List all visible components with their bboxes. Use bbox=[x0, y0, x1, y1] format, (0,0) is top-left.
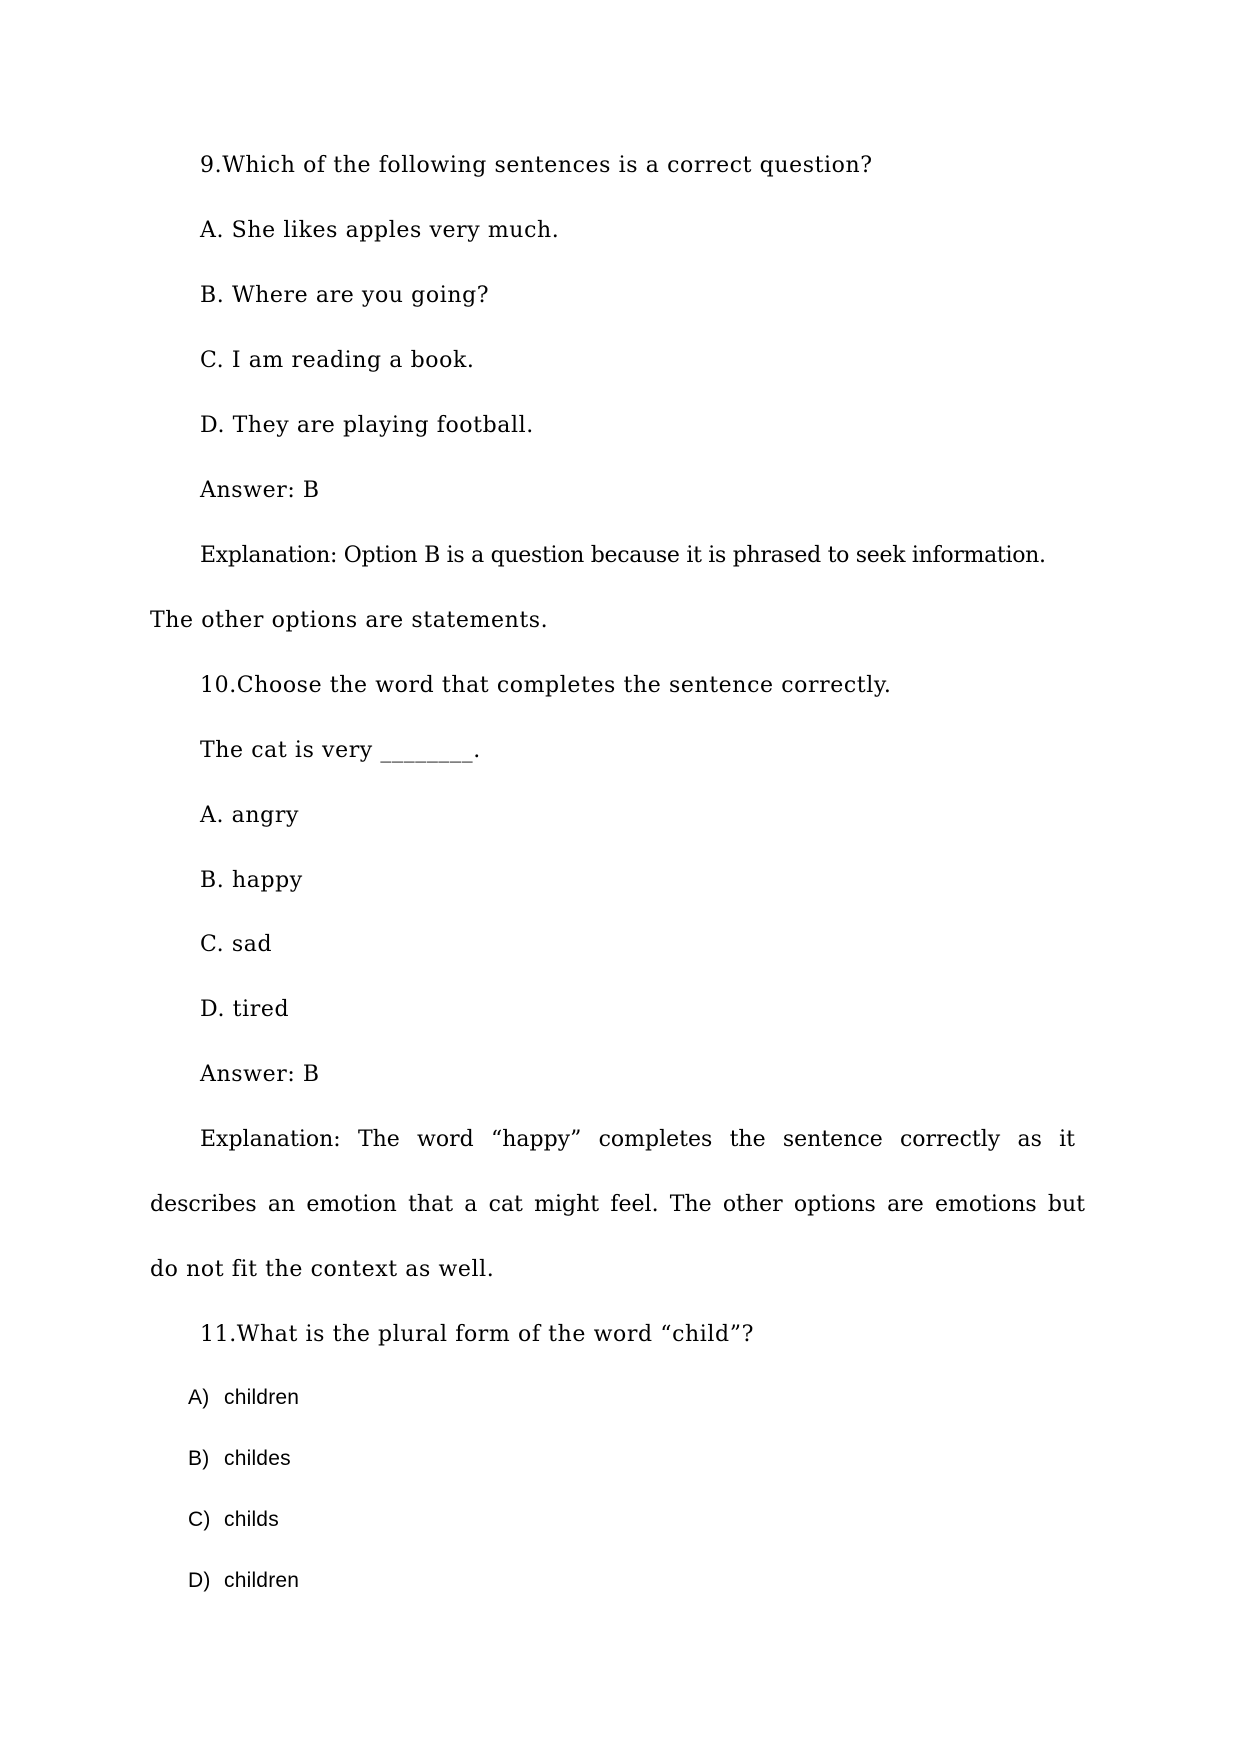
q11-option-d-label: D) bbox=[188, 1569, 211, 1592]
q11-option-a bbox=[188, 1383, 299, 1413]
q10-explanation-line-1: Explanation: The word “happy” completes the sentence correctly as it bbox=[200, 1127, 1075, 1152]
q9-option-d: D. They are playing football. bbox=[200, 413, 534, 438]
q10-option-c: C. sad bbox=[200, 932, 273, 957]
q11-option-a-text: children bbox=[224, 1386, 300, 1409]
q11-option-b-text: childes bbox=[224, 1447, 291, 1470]
q9-option-c: C. I am reading a book. bbox=[200, 348, 475, 373]
q11-option-d bbox=[188, 1566, 299, 1596]
q11-option-b bbox=[188, 1444, 291, 1474]
q11-option-b-label: B) bbox=[188, 1447, 210, 1470]
q10-answer: Answer: B bbox=[200, 1062, 320, 1087]
q10-question: 10.Choose the word that completes the sentence correctly. bbox=[200, 673, 892, 698]
q10-sentence: The cat is very ________. bbox=[200, 738, 481, 763]
q11-question: 11.What is the plural form of the word “child”? bbox=[200, 1322, 754, 1347]
q9-explanation-line-2: The other options are statements. bbox=[150, 608, 549, 633]
q11-option-c-label: C) bbox=[188, 1508, 211, 1531]
q10-explanation-line-2: describes an emotion that a cat might feel. The other options are emotions but bbox=[150, 1192, 1085, 1217]
q9-question: 9.Which of the following sentences is a correct question? bbox=[200, 153, 873, 178]
q11-option-c-text: childs bbox=[224, 1508, 279, 1531]
q10-option-d: D. tired bbox=[200, 997, 290, 1022]
q11-option-d-text: children bbox=[224, 1569, 300, 1592]
q11-option-a-label: A) bbox=[188, 1386, 210, 1409]
q9-explanation-line-1: Explanation: Option B is a question because it is phrased to seek information. bbox=[200, 543, 1046, 568]
q9-answer: Answer: B bbox=[200, 478, 320, 503]
q11-option-c bbox=[188, 1505, 279, 1535]
q10-option-a: A. angry bbox=[200, 803, 299, 828]
q10-explanation-line-3: do not fit the context as well. bbox=[150, 1257, 495, 1282]
q9-option-a: A. She likes apples very much. bbox=[200, 218, 560, 243]
q9-option-b: B. Where are you going? bbox=[200, 283, 490, 308]
q10-option-b: B. happy bbox=[200, 868, 303, 893]
